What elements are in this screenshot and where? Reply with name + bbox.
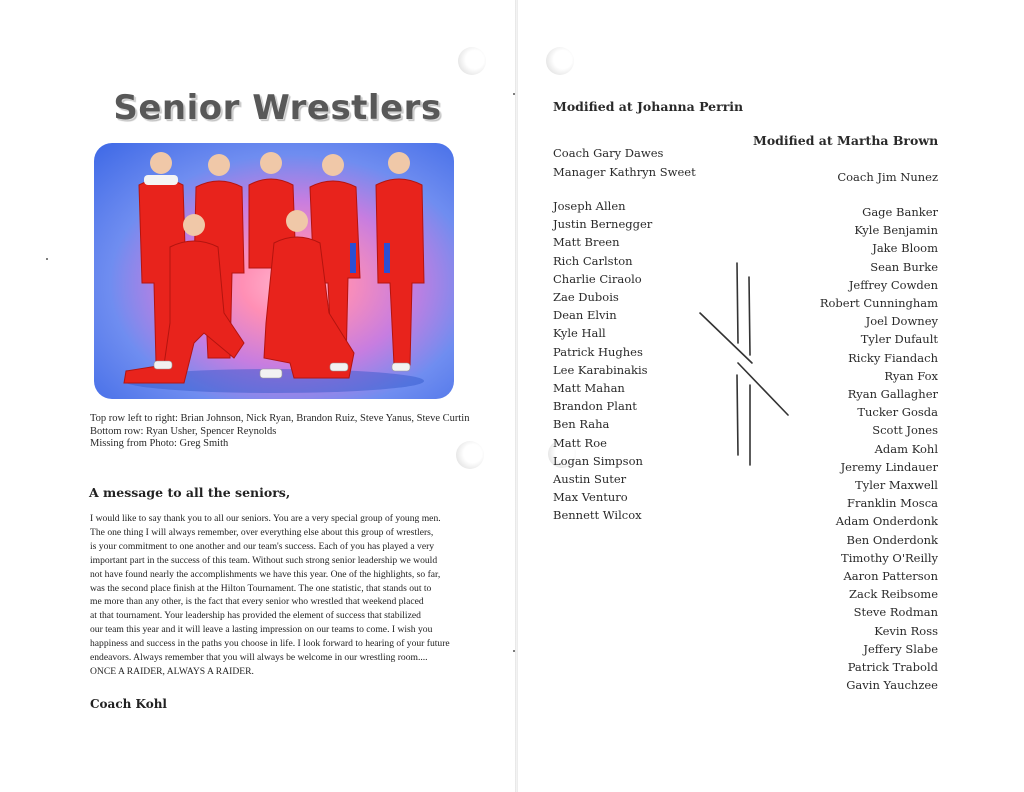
perrin-roster-name: Logan Simpson (553, 453, 643, 468)
message-line: important part in the success of this team. Without such strong senior leadership we would (90, 554, 438, 566)
brown-roster-name: Aaron Patterson (843, 569, 938, 584)
brown-roster-name: Timothy O'Reilly (841, 550, 938, 565)
perrin-roster-name: Matt Breen (553, 235, 620, 250)
team-heading-brown: Modified at Martha Brown (753, 133, 939, 148)
brown-roster-name: Ben Onderdonk (846, 532, 938, 547)
brown-roster-name: Adam Kohl (874, 441, 938, 456)
message-line: endeavors. Always remember that you will always be welcome in our wrestling room.... (90, 652, 428, 664)
punch-hole (458, 47, 486, 75)
brown-roster-name: Tucker Gosda (857, 405, 938, 420)
message-line: happiness and success in the paths you choose in life. I look forward to hearing of your future (90, 638, 450, 650)
brown-roster-name: Gavin Yauchzee (846, 678, 938, 693)
perrin-roster-name: Matt Mahan (553, 381, 625, 396)
brown-roster-name: Kevin Ross (874, 623, 938, 638)
perrin-roster-name: Justin Bernegger (553, 217, 653, 232)
message-line: is your commitment to one another and our team's success. Each of you has played a very (90, 540, 435, 552)
perrin-roster-name: Max Venturo (553, 490, 628, 505)
brown-roster-name: Ryan Fox (884, 368, 938, 383)
perrin-roster-name: Bennett Wilcox (553, 508, 642, 523)
perrin-roster-name: Rich Carlston (553, 253, 633, 268)
coach-perrin: Coach Gary Dawes (553, 146, 664, 160)
perrin-roster-name: Austin Suter (553, 472, 627, 487)
roster-perrin (553, 197, 652, 525)
message-line: was the second place finish at the Hilton Tournament. The one statistic, that stands out to (90, 582, 432, 594)
brown-roster-name: Tyler Dufault (860, 332, 938, 347)
brown-roster-name: Jake Bloom (872, 241, 938, 256)
brown-roster-name: Scott Jones (872, 423, 938, 438)
brown-roster-name: Ryan Gallagher (847, 387, 938, 402)
perrin-roster-name: Kyle Hall (553, 326, 606, 341)
handwritten-strokes (690, 255, 800, 470)
photo-caption (90, 413, 510, 451)
message-line: me more than any other, is the fact that every senior who wrestled that weekend placed (90, 596, 424, 608)
brown-roster-name: Jeremy Lindauer (840, 459, 938, 474)
message-body (90, 512, 510, 679)
perrin-roster-name: Lee Karabinakis (553, 362, 648, 377)
caption-line-missing: Missing from Photo: Greg Smith (90, 438, 229, 449)
brown-roster-name: Robert Cunningham (819, 296, 938, 311)
brown-roster-name: Adam Onderdonk (835, 514, 938, 529)
perrin-roster-name: Matt Roe (553, 435, 607, 450)
caption-line-bottom-row: Bottom row: Ryan Usher, Spencer Reynolds (90, 425, 277, 437)
message-line: The one thing I will always remember, over everything else about this group of wrestlers, (90, 526, 434, 538)
perrin-roster-name: Zae Dubois (553, 290, 619, 305)
manager-perrin: Manager Kathryn Sweet (553, 164, 696, 179)
message-heading: A message to all the seniors, (89, 485, 291, 500)
message-line: our team this year and it will leave a lasting impression on our teams to come. I wish you (90, 624, 433, 636)
perrin-roster-name: Dean Elvin (553, 308, 617, 323)
brown-roster-name: Steve Rodman (853, 605, 938, 620)
brown-roster-name: Patrick Trabold (847, 660, 938, 675)
brown-roster-name: Zack Reibsome (849, 587, 938, 602)
brown-roster-name: Tyler Maxwell (855, 478, 938, 493)
wrestlers-illustration (94, 143, 454, 399)
message-line: I would like to say thank you to all our seniors. You are a very special group of young men. (90, 513, 441, 524)
brown-roster-name: Gage Banker (862, 205, 938, 219)
team-photo (94, 143, 454, 399)
message-line: at that tournament. Your leadership has provided the element of success that stabilized (90, 610, 421, 622)
perrin-roster-name: Joseph Allen (553, 199, 626, 213)
brown-roster-name: Sean Burke (870, 259, 938, 274)
speck (46, 258, 48, 260)
perrin-roster-name: Patrick Hughes (553, 344, 643, 359)
brown-roster-name: Kyle Benjamin (854, 223, 938, 238)
brown-roster-name: Joel Downey (865, 314, 938, 329)
caption-line-top-row: Top row left to right: Brian Johnson, Nick Ryan, Brandon Ruiz, Steve Yanus, Steve Curtin (90, 413, 470, 424)
message-line: not have found nearly the accomplishments we have this year. One of the highlights, so far, (90, 568, 441, 580)
staff-brown (760, 168, 938, 187)
brown-roster-name: Jeffery Slabe (863, 641, 938, 656)
page-title: Senior Wrestlers (113, 88, 442, 128)
brown-roster-name: Ricky Fiandach (848, 350, 938, 365)
punch-hole (546, 47, 574, 75)
perrin-roster-name: Charlie Ciraolo (553, 271, 642, 286)
perrin-roster-name: Brandon Plant (553, 399, 637, 414)
perrin-roster-name: Ben Raha (553, 417, 610, 432)
punch-hole (456, 441, 484, 469)
message-line: ONCE A RAIDER, ALWAYS A RAIDER. (90, 665, 254, 677)
signature: Coach Kohl (90, 697, 167, 711)
brown-roster-name: Franklin Mosca (846, 496, 938, 511)
coach-brown: Coach Jim Nunez (837, 170, 938, 184)
team-heading-perrin: Modified at Johanna Perrin (553, 99, 744, 114)
brown-roster-name: Jeffrey Cowden (848, 277, 938, 292)
staff-perrin (553, 144, 696, 181)
